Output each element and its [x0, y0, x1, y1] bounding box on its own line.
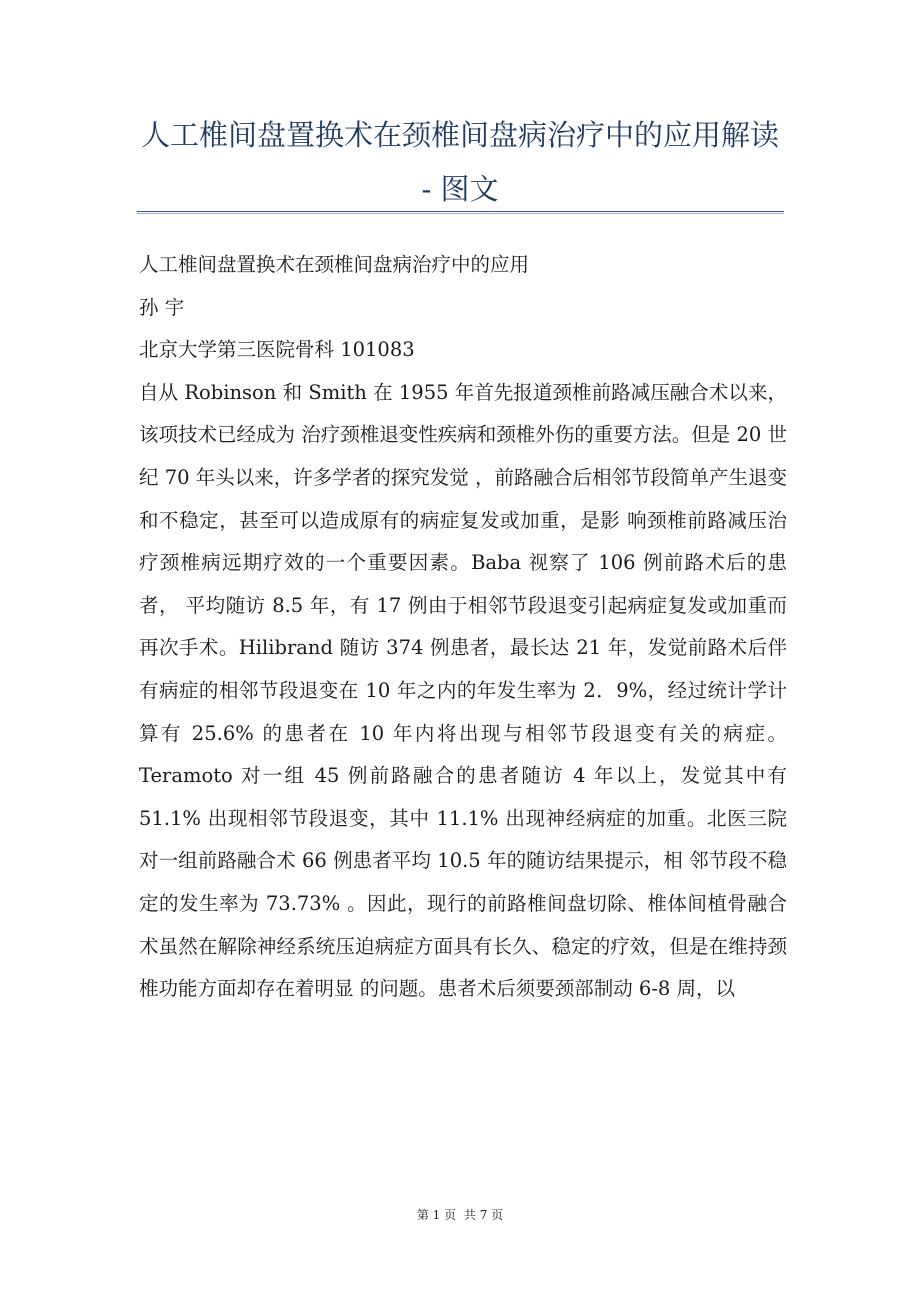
document-title [120, 108, 800, 216]
article-heading: 人工椎间盘置换术在颈椎间盘病治疗中的应用 [139, 253, 530, 276]
article-affiliation: 北京大学第三医院骨科 101083 [139, 338, 415, 362]
page-total: 共 7 页 [463, 1208, 504, 1222]
article-author: 孙 宇 [139, 295, 185, 319]
page-footer [0, 1206, 920, 1223]
article-paragraph: 自从 Robinson 和 Smith 在 1955 年首先报道颈椎前路减压融合术以来，该项技术已经成为 治疗颈椎退变性疾病和颈椎外伤的重要方法。但是 20 世纪 70 年头以来，许多学者的探究发觉 ，前路融合后相邻节段简单产生退变和不稳定，甚至可以造成原有的病症复发或加重，是影 响颈椎前路减压治疗颈椎病远期疗效的一个重要因素。Baba 视察了 106 例前路术后的患者， 平均随访 8.5 年，有 17 例由于相邻节段退变引起病症复发或加重而再次手术。Hilibrand 随访 374 例患者，最长达 21 年，发觉前路术后伴有病症的相邻节段退变在 10 年之内的年发生率为 2．9%，经过统计学计算有 25.6% 的患者在 10 年内将出现与相邻节段退变有关的病症。Teramoto 对一组 45 例前路融合的患者随访 4 年以上，发觉其中有 51.1% 出现相邻节段退变，其中 11.1% 出现神经病症的加重。北医三院对一组前路融合术 66 例患者平均 10.5 年的随访结果提示，相 邻节段不稳定的发生率为 73.73% 。因此，现行的前路椎间盘切除、椎体间植骨融合术虽然在解除神经系统压迫病症方面具有长久、稳定的疗效，但是在维持颈椎功能方面却存在着明显 的问题。患者术后须要颈部制动 6-8 周，以 [139, 380, 787, 1001]
document-title-line1: 人工椎间盘置换术在颈椎间盘病治疗中的应用解读 [140, 118, 779, 152]
article-body [139, 244, 787, 1011]
document-title-line2: - 图文 [421, 172, 499, 206]
page-number: 第 1 页 [416, 1208, 457, 1222]
title-divider [137, 211, 784, 214]
